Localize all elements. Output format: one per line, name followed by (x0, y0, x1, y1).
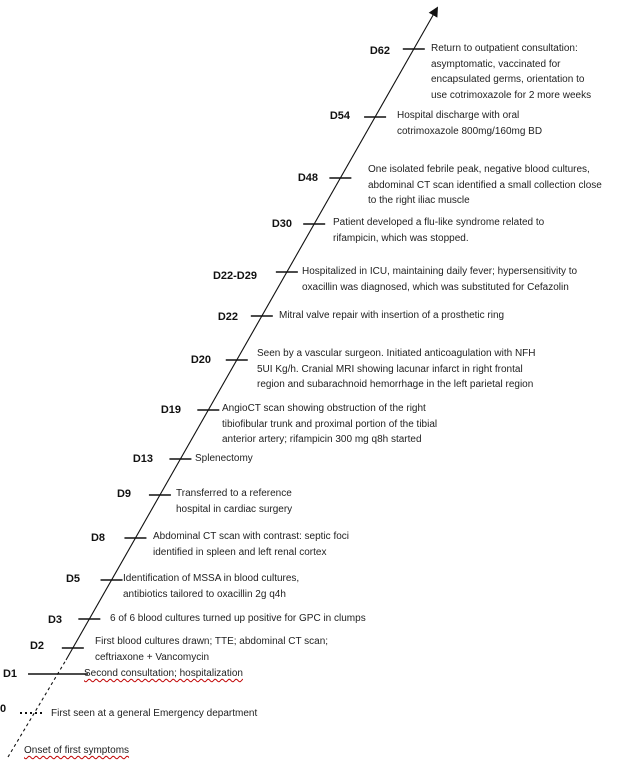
day-label-5: D22 (217, 311, 238, 323)
event-description-4: Hospitalized in ICU, maintaining daily fever; hypersensitivity to oxacillin was diagnosed, which was substituted for Cefazolin (302, 266, 578, 293)
event-description-5: Mitral valve repair with insertion of a prosthetic ring (279, 310, 505, 321)
day-label-6: D20 (190, 354, 211, 366)
event-description-6: Seen by a vascular surgeon. Initiated anticoagulation with NFH 5UI Kg/h. Cranial MRI showing lacunar infarct in right frontal region and subarachnoid hemorrhage in the left parietal region (257, 348, 536, 390)
day-label-8: D13 (132, 453, 153, 465)
event-description-3: Patient developed a flu-like syndrome related to rifampicin, which was stopped. (333, 217, 545, 244)
day-label-1: D54 (329, 110, 350, 122)
day-label-14: D1 (2, 668, 17, 680)
day-label-12: D3 (47, 614, 62, 626)
event-description-9: Transferred to a reference hospital in cardiac surgery (176, 488, 293, 515)
event-description-13: First blood cultures drawn; TTE; abdominal CT scan; ceftriaxone + Vancomycin (95, 636, 329, 663)
day-label-9: D9 (116, 488, 131, 500)
event-description-0: Return to outpatient consultation: asymptomatic, vaccinated for encapsulated germs, orientation to use cotrimoxazole for 2 more weeks (431, 43, 592, 101)
event-description-10: Abdominal CT scan with contrast: septic foci identified in spleen and left renal cortex (153, 531, 350, 558)
day-label-4: D22-D29 (212, 270, 257, 282)
event-description-8: Splenectomy (195, 453, 253, 464)
event-description-7: AngioCT scan showing obstruction of the right tibiofibular trunk and proximal portion of the tibial anterior artery; rifampicin 300 mg q8h started (222, 403, 438, 445)
day-label-0: D62 (369, 45, 390, 57)
event-description-14: Second consultation; hospitalization (84, 668, 243, 679)
day-label-3: D30 (271, 218, 292, 230)
day-label-2: D48 (297, 172, 318, 184)
day-label-13: D2 (29, 640, 44, 652)
event-description-12: 6 of 6 blood cultures turned up positive for GPC in clumps (110, 613, 366, 624)
day-label-10: D8 (90, 532, 105, 544)
day-label-7: D19 (160, 404, 181, 416)
event-description-2: One isolated febrile peak, negative blood cultures, abdominal CT scan identified a small collection close to the right iliac muscle (368, 164, 602, 206)
day-label-15: 0 (0, 703, 7, 715)
event-description-11: Identification of MSSA in blood cultures, antibiotics tailored to oxacillin 2g q4h (123, 573, 300, 600)
event-description-15: First seen at a general Emergency department (51, 708, 258, 719)
event-description-1: Hospital discharge with oral cotrimoxazole 800mg/160mg BD (397, 110, 543, 137)
day-label-11: D5 (65, 573, 80, 585)
event-description-16: Onset of first symptoms (24, 745, 130, 756)
axis-line (66, 10, 436, 660)
